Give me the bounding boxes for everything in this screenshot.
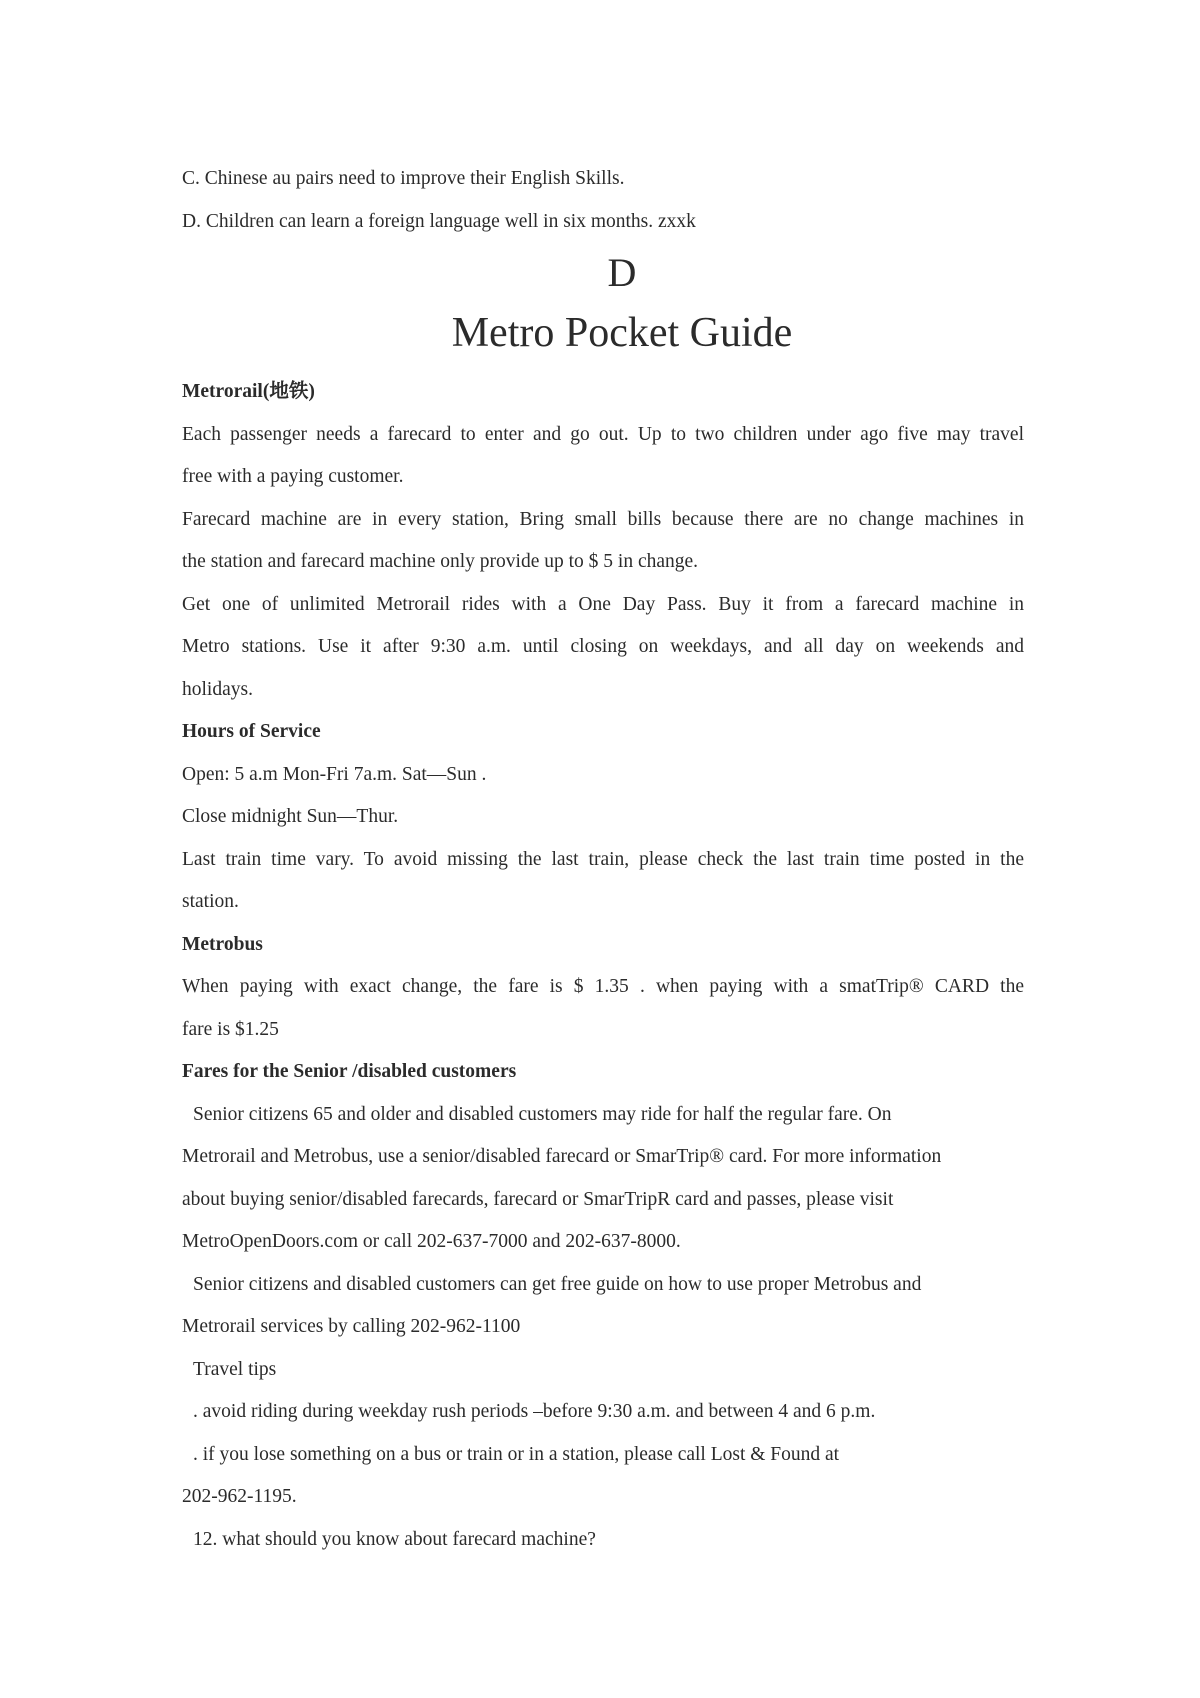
senior-paragraph-2-line-2: Metrorail services by calling 202-962-1100 — [182, 1316, 521, 1337]
hours-last-train-line-2: station. — [182, 891, 239, 912]
hours-heading: Hours of Service — [182, 721, 321, 742]
metrorail-paragraph-3-line-3: holidays. — [182, 678, 253, 700]
document-content — [182, 158, 1024, 1561]
travel-tip-1: . avoid riding during weekday rush periods –before 9:30 a.m. and between 4 and 6 p.m. — [193, 1401, 876, 1422]
senior-paragraph-2-line-1: Senior citizens and disabled customers can get free guide on how to use proper Metrobus and — [193, 1273, 922, 1295]
section-letter: D — [607, 250, 637, 295]
metrobus-heading: Metrobus — [182, 933, 263, 955]
option-d: D. Children can learn a foreign language well in six months. zxxk — [182, 210, 696, 232]
page-title: Metro Pocket Guide — [451, 310, 793, 356]
metrorail-paragraph-3-line-1: Get one of unlimited Metrorail rides with a One Day Pass. Buy it from a farecard machine in — [182, 593, 1024, 615]
metrorail-paragraph-3-line-2: Metro stations. Use it after 9:30 a.m. until closing on weekdays, and all day on weekends and — [182, 636, 1024, 657]
senior-paragraph-1-line-1: Senior citizens 65 and older and disabled customers may ride for half the regular fare. On — [193, 1103, 892, 1125]
senior-paragraph-1-line-2: Metrorail and Metrobus, use a senior/disabled farecard or SmarTrip® card. For more information — [182, 1146, 942, 1167]
metrorail-paragraph-1-line-1: Each passenger needs a farecard to enter and go out. Up to two children under ago five may travel — [182, 423, 1024, 445]
travel-tip-2-line-2: 202-962-1195. — [182, 1486, 297, 1507]
option-c: C. Chinese au pairs need to improve their English Skills. — [182, 168, 625, 189]
hours-last-train-line-1: Last train time vary. To avoid missing the last train, please check the last train time posted in the — [182, 848, 1024, 870]
metrorail-heading: Metrorail(地铁) — [182, 381, 315, 402]
metrorail-paragraph-2-line-2: the station and farecard machine only provide up to $ 5 in change. — [182, 551, 699, 572]
hours-open: Open: 5 a.m Mon-Fri 7a.m. Sat—Sun . — [182, 763, 487, 785]
metrobus-paragraph-line-2: fare is $1.25 — [182, 1018, 279, 1040]
senior-heading: Fares for the Senior /disabled customers — [182, 1061, 517, 1082]
metrobus-paragraph-line-1: When paying with exact change, the fare is $ 1.35 . when paying with a smatTrip® CARD the — [182, 976, 1024, 997]
travel-tip-2-line-1: . if you lose something on a bus or train or in a station, please call Lost & Found at — [193, 1443, 840, 1465]
travel-tips-heading: Travel tips — [193, 1358, 277, 1380]
senior-paragraph-1-line-4: MetroOpenDoors.com or call 202-637-7000 and 202-637-8000. — [182, 1231, 681, 1252]
metrorail-paragraph-1-line-2: free with a paying customer. — [182, 466, 404, 487]
hours-close: Close midnight Sun—Thur. — [182, 806, 399, 827]
senior-paragraph-1-line-3: about buying senior/disabled farecards, farecard or SmarTripR card and passes, please visit — [182, 1188, 894, 1210]
metrorail-paragraph-2-line-1: Farecard machine are in every station, Bring small bills because there are no change machines in — [182, 508, 1024, 530]
question-12: 12. what should you know about farecard machine? — [193, 1528, 596, 1550]
